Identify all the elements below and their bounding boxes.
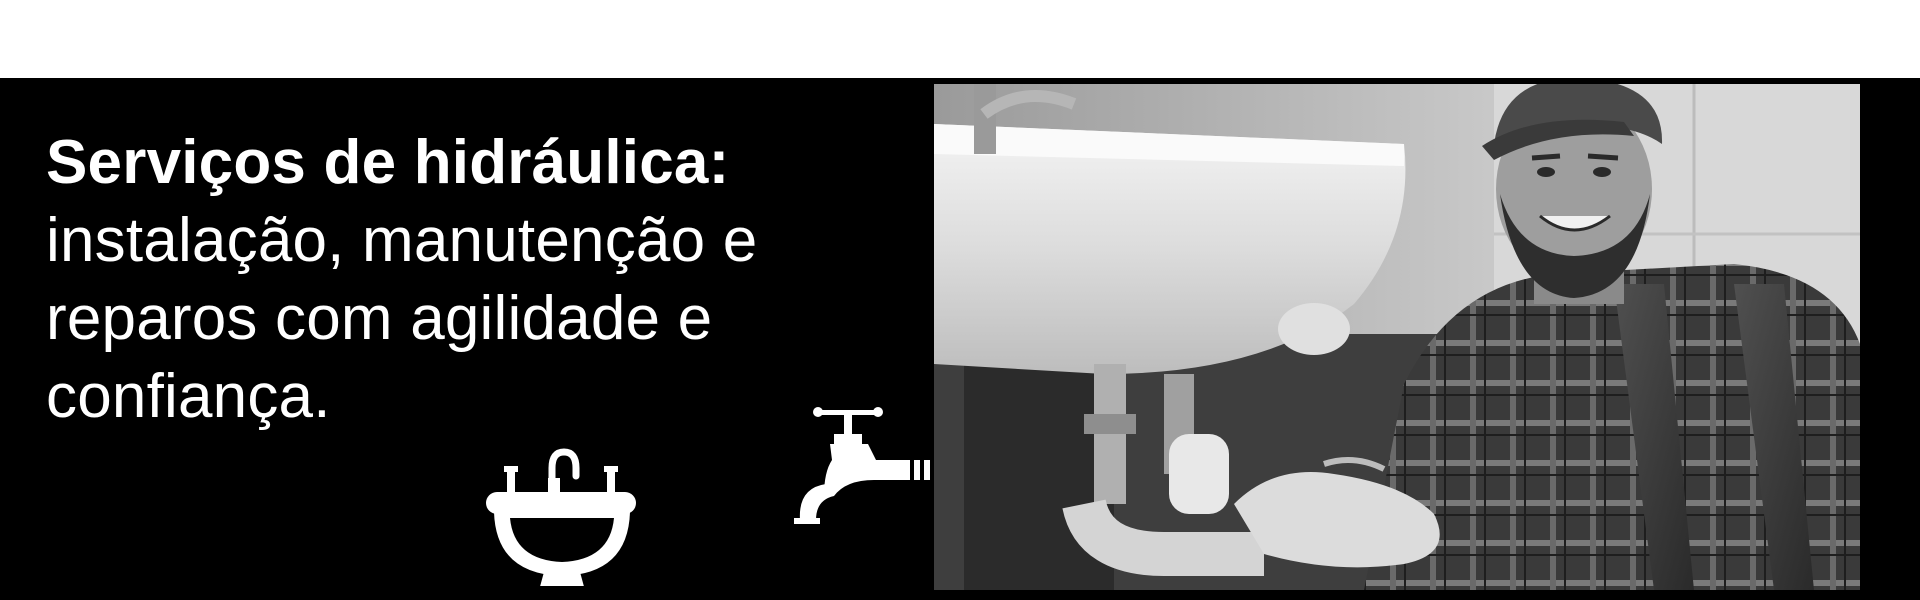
plumber-photo <box>934 84 1860 590</box>
headline-line-1: instalação, manutenção e <box>46 206 758 275</box>
top-white-strip <box>0 0 1920 78</box>
headline-bold-line: Serviços de hidráulica: <box>46 128 730 197</box>
banner-headline <box>46 124 906 436</box>
faucet-icon <box>790 400 940 530</box>
hero-banner <box>0 78 1920 600</box>
sink-icon <box>482 426 642 586</box>
headline-line-3: confiança. <box>46 362 331 431</box>
headline-line-2: reparos com agilidade e <box>46 284 713 353</box>
